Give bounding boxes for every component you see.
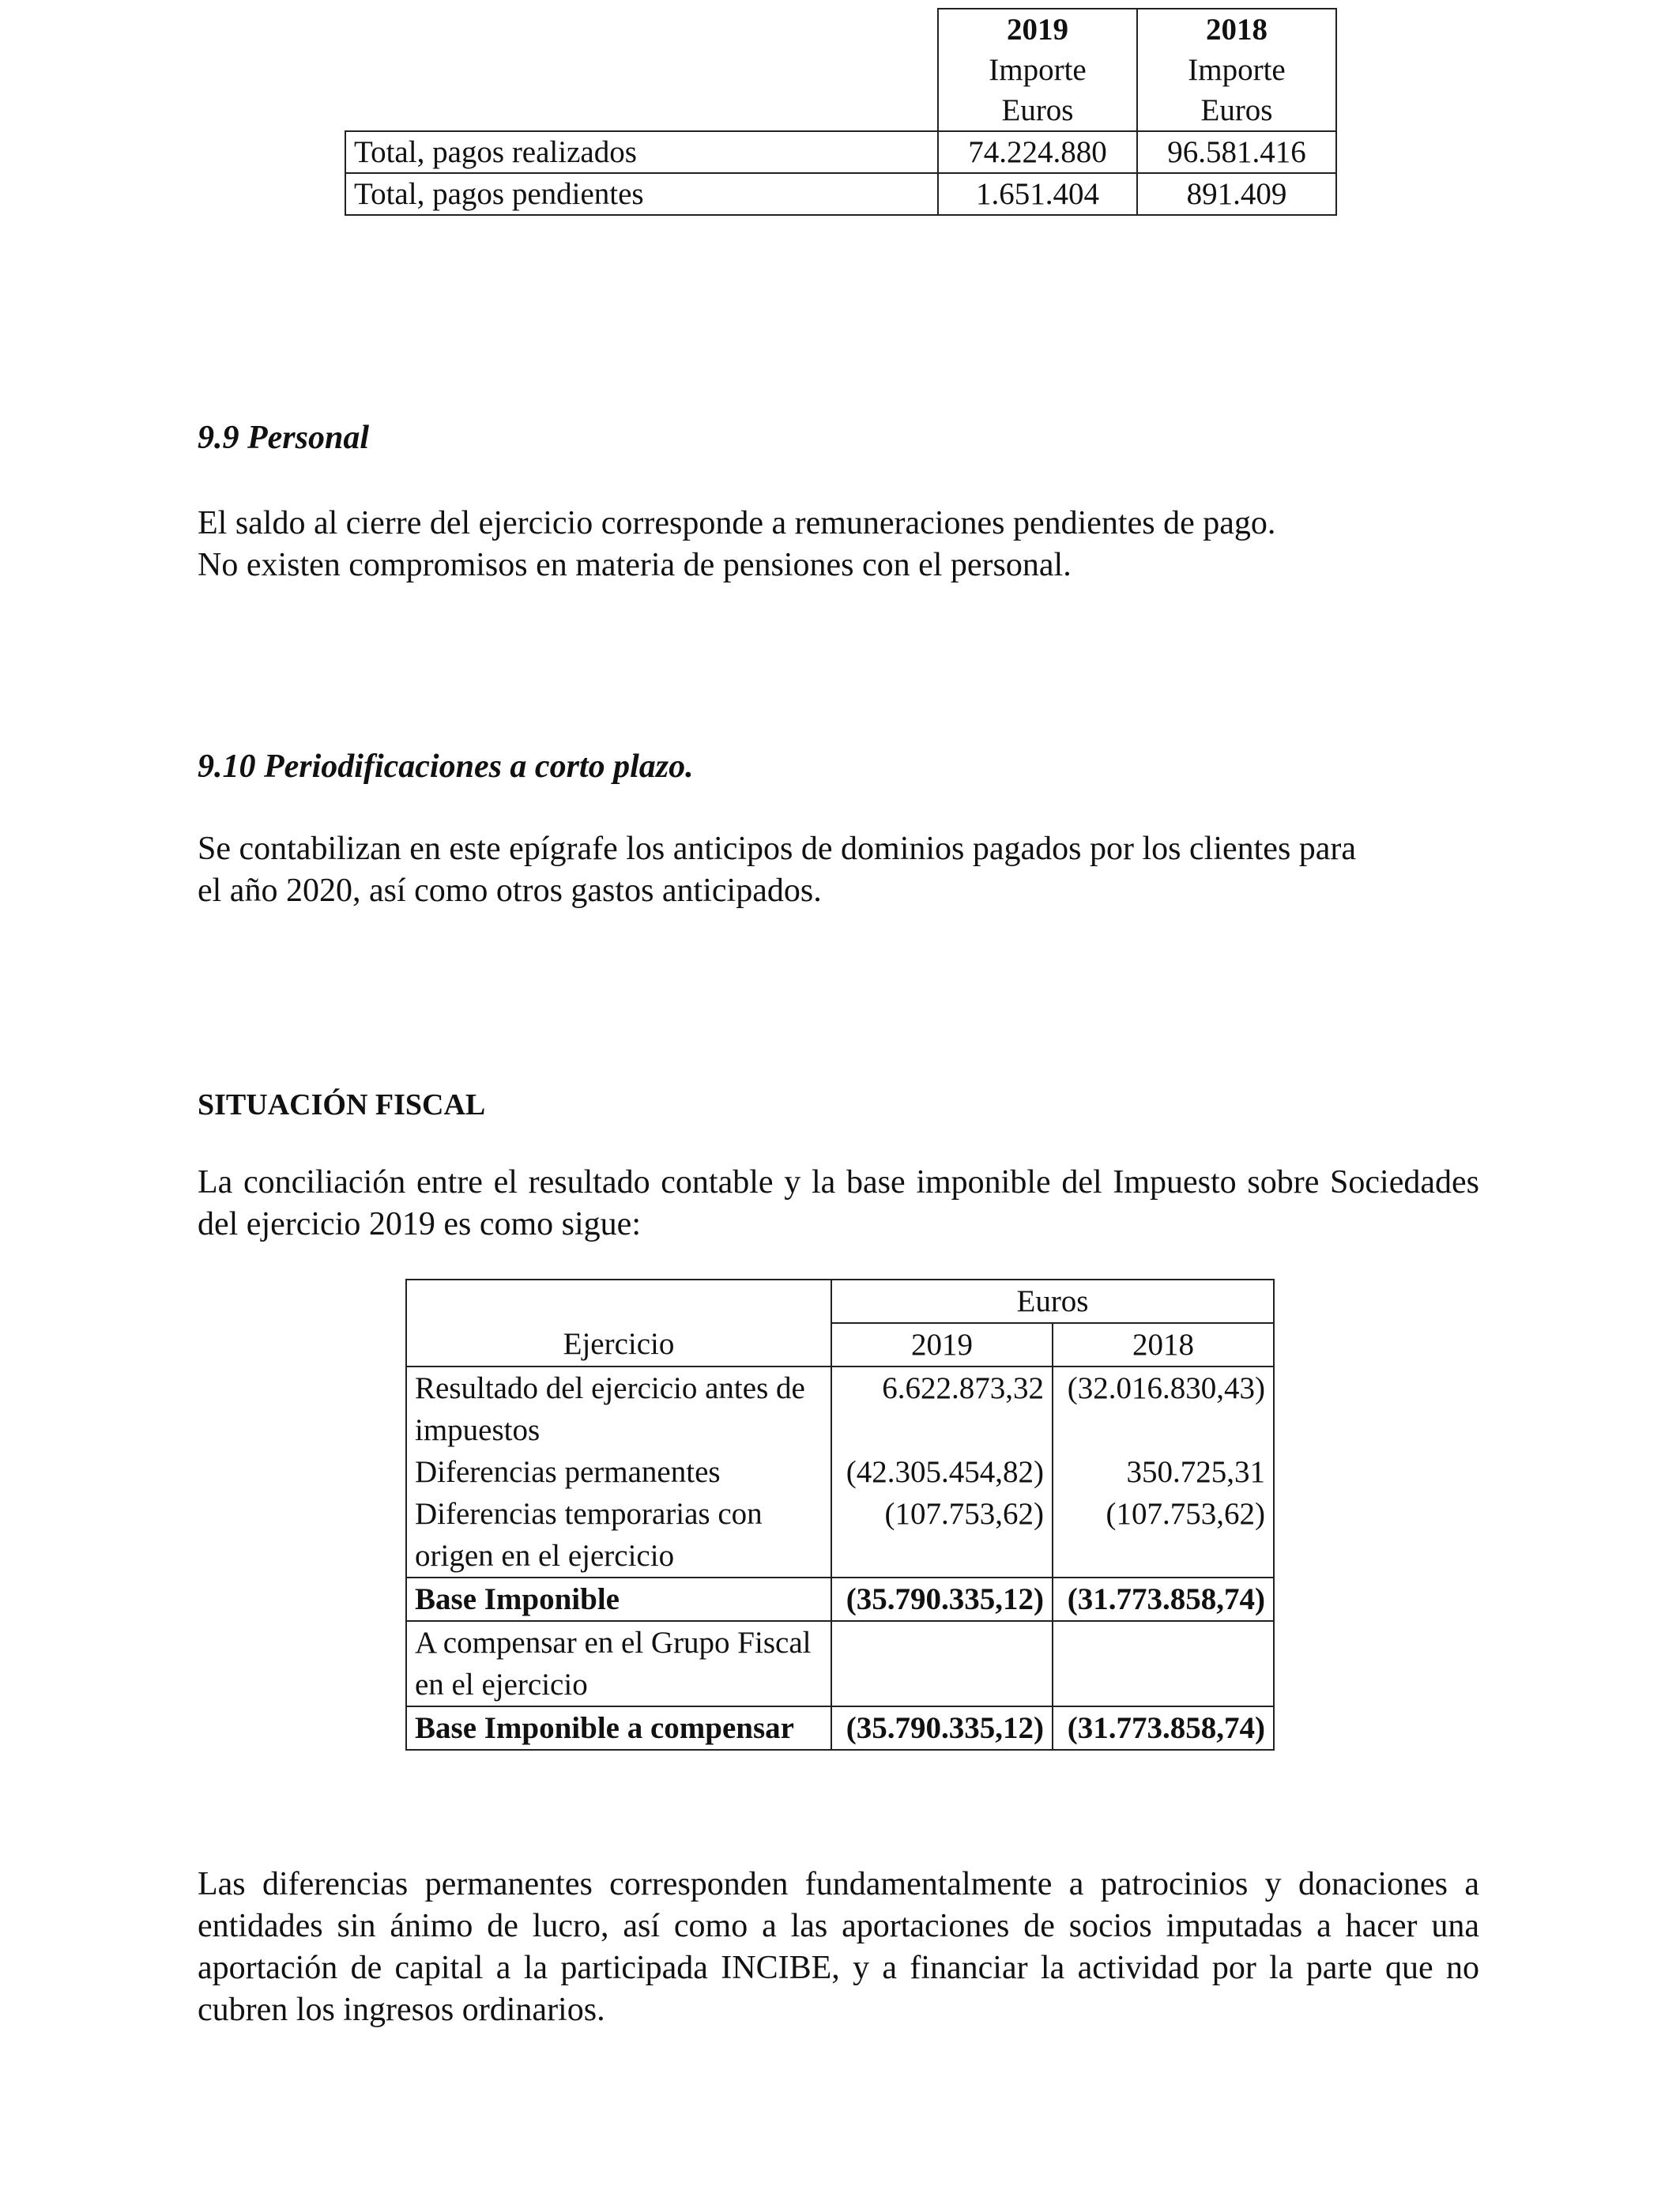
table-row: [345, 173, 1336, 215]
fiscal-col-label: Ejercicio: [406, 1323, 831, 1367]
fiscal-table: [405, 1279, 1275, 1751]
table-row: [406, 1578, 1274, 1621]
periodificaciones-line: Se contabilizan en este epígrafe los anticipos de dominios pagados por los clientes para: [198, 831, 1357, 867]
fiscal-row-label: Diferencias temporarias con origen en el ejercicio: [406, 1493, 831, 1578]
fiscal-row-value-2019: [831, 1621, 1053, 1706]
fiscal-row-value-2019: 6.622.873,32: [831, 1367, 1053, 1451]
payments-unit-euros-2018: Euros: [1137, 90, 1336, 131]
blank-cell: [345, 90, 938, 131]
payments-row-label: Total, pagos realizados: [345, 131, 938, 173]
personal-paragraph: [198, 503, 1486, 586]
payments-year-2018: 2018: [1137, 9, 1336, 50]
payments-unit-importe-2019: Importe: [938, 50, 1137, 90]
periodificaciones-paragraph: [198, 828, 1486, 912]
fiscal-row-value-2019: (42.305.454,82): [831, 1451, 1053, 1493]
payments-table: [345, 8, 1337, 216]
fiscal-row-value-2018: (32.016.830,43): [1053, 1367, 1274, 1451]
payments-header-unit-row: [345, 50, 1336, 90]
payments-row-value-2018: 96.581.416: [1137, 131, 1336, 173]
blank-cell: [406, 1280, 831, 1323]
payments-unit-euros-2019: Euros: [938, 90, 1137, 131]
table-row: [406, 1621, 1274, 1706]
table-row: [406, 1451, 1274, 1493]
payments-unit-importe-2018: Importe: [1137, 50, 1336, 90]
fiscal-row-label: Resultado del ejercicio antes de impuestos: [406, 1367, 831, 1451]
section-heading-personal: 9.9 Personal: [198, 420, 370, 456]
blank-cell: [345, 50, 938, 90]
closing-paragraph: Las diferencias permanentes corresponden fundamentalmente a patrocinios y donaciones a entidades sin ánimo de lucro, así como a las aportaciones de socios imputadas a hacer una aportación de capital a la participada INCIBE, y a financiar la actividad por la parte que no cubren los ingresos ordinarios.: [198, 1866, 1479, 2028]
payments-header-year-row: [345, 9, 1336, 50]
fiscal-row-value-2018: (31.773.858,74): [1053, 1706, 1274, 1750]
fiscal-row-value-2019: (35.790.335,12): [831, 1706, 1053, 1750]
fiscal-row-value-2018: (31.773.858,74): [1053, 1578, 1274, 1621]
payments-header-currency-row: [345, 90, 1336, 131]
fiscal-row-value-2018: 350.725,31: [1053, 1451, 1274, 1493]
payments-row-label: Total, pagos pendientes: [345, 173, 938, 215]
fiscal-header-year-row: [406, 1323, 1274, 1367]
payments-year-2019: 2019: [938, 9, 1137, 50]
fiscal-row-value-2018: (107.753,62): [1053, 1493, 1274, 1578]
section-heading-fiscal: SITUACIÓN FISCAL: [198, 1088, 486, 1122]
fiscal-row-value-2019: (107.753,62): [831, 1493, 1053, 1578]
payments-row-value-2018: 891.409: [1137, 173, 1336, 215]
payments-row-value-2019: 74.224.880: [938, 131, 1137, 173]
table-row: [406, 1493, 1274, 1578]
fiscal-header-unit-row: [406, 1280, 1274, 1323]
fiscal-year-2019: 2019: [831, 1323, 1053, 1367]
table-row: [406, 1706, 1274, 1750]
periodificaciones-line: el año 2020, así como otros gastos anticipados.: [198, 873, 822, 909]
fiscal-row-label: Base Imponible a compensar: [406, 1706, 831, 1750]
table-row: [406, 1367, 1274, 1451]
personal-line: No existen compromisos en materia de pensiones con el personal.: [198, 547, 1072, 583]
blank-cell: [345, 9, 938, 50]
fiscal-row-value-2019: (35.790.335,12): [831, 1578, 1053, 1621]
fiscal-year-2018: 2018: [1053, 1323, 1274, 1367]
fiscal-row-label: A compensar en el Grupo Fiscal en el ejercicio: [406, 1621, 831, 1706]
fiscal-intro-paragraph: La conciliación entre el resultado contable y la base imponible del Impuesto sobre Sociedades del ejercicio 2019 es como sigue:: [198, 1164, 1479, 1242]
fiscal-unit-header: Euros: [831, 1280, 1274, 1323]
payments-row-value-2019: 1.651.404: [938, 173, 1137, 215]
table-row: [345, 131, 1336, 173]
personal-line: El saldo al cierre del ejercicio corresponde a remuneraciones pendientes de pago.: [198, 505, 1276, 541]
fiscal-row-label: Diferencias permanentes: [406, 1451, 831, 1493]
fiscal-row-value-2018: [1053, 1621, 1274, 1706]
fiscal-row-label: Base Imponible: [406, 1578, 831, 1621]
section-heading-periodificaciones: 9.10 Periodificaciones a corto plazo.: [198, 748, 694, 785]
